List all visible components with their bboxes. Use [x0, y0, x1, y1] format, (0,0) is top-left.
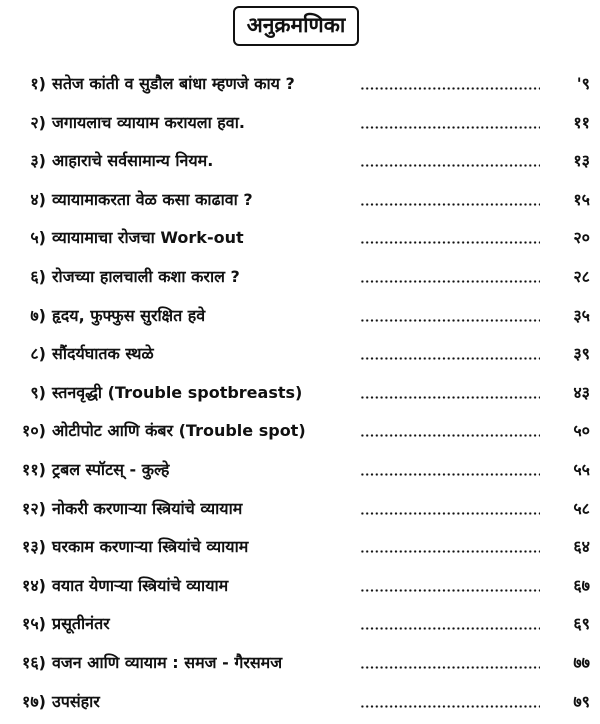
entry-page-number: २८: [546, 265, 590, 287]
entry-title: वयात येणाऱ्या स्त्रियांचे व्यायाम: [52, 574, 228, 596]
entry-number: ७): [8, 304, 46, 326]
entry-page-number: ५०: [546, 419, 590, 441]
dot-leader: [360, 550, 540, 553]
entry-title: उपसंहार: [52, 690, 100, 712]
toc-entry: [0, 184, 600, 223]
toc-entry: [0, 145, 600, 184]
toc-entry: [0, 107, 600, 146]
dot-leader: [360, 319, 540, 322]
entry-title: वजन आणि व्यायाम : समज - गैरसमज: [52, 651, 282, 673]
toc-entry: [0, 570, 600, 609]
entry-title: घरकाम करणाऱ्या स्त्रियांचे व्यायाम: [52, 535, 248, 557]
title-container: [0, 6, 600, 46]
toc-entry: [0, 338, 600, 377]
toc-entry: [0, 68, 600, 107]
entry-title: हृदय, फुफ्फुस सुरक्षित हवे: [52, 304, 205, 326]
entry-title: व्यायामाकरता वेळ कसा काढावा ?: [52, 188, 253, 210]
toc-entry: [0, 377, 600, 416]
dot-leader: [360, 357, 540, 360]
toc-entry: [0, 531, 600, 570]
entry-number: ५): [8, 226, 46, 248]
entry-title: प्रसूतीनंतर: [52, 612, 110, 634]
toc-entry: [0, 300, 600, 339]
entry-number: १२): [8, 497, 46, 519]
entry-title: ट्रबल स्पॉटस् - कुल्हे: [52, 458, 169, 480]
toc-entry: [0, 261, 600, 300]
entry-page-number: ११: [546, 111, 590, 133]
entry-page-number: ३९: [546, 342, 590, 364]
toc-entry: [0, 493, 600, 532]
entry-number: ११): [8, 458, 46, 480]
dot-leader: [360, 705, 540, 708]
entry-number: ४): [8, 188, 46, 210]
entry-number: १५): [8, 612, 46, 634]
entry-number: १३): [8, 535, 46, 557]
entry-page-number: ५८: [546, 497, 590, 519]
dot-leader: [360, 627, 540, 630]
dot-leader: [360, 666, 540, 669]
toc-entry: [0, 647, 600, 686]
entry-number: ८): [8, 342, 46, 364]
toc-entry: [0, 686, 600, 724]
entry-title: सतेज कांती व सुडौल बांधा म्हणजे काय ?: [52, 72, 295, 94]
entry-page-number: १३: [546, 149, 590, 171]
dot-leader: [360, 473, 540, 476]
entry-title: ओटीपोट आणि कंबर (Trouble spot): [52, 419, 306, 441]
dot-leader: [360, 512, 540, 515]
entry-page-number: ६९: [546, 612, 590, 634]
page-title: अनुक्रमणिका: [233, 6, 360, 46]
entry-page-number: ५५: [546, 458, 590, 480]
entry-title: स्तनवृद्धी (Trouble spotbreasts): [52, 381, 302, 403]
dot-leader: [360, 396, 540, 399]
entry-number: १७): [8, 690, 46, 712]
entry-title: नोकरी करणाऱ्या स्त्रियांचे व्यायाम: [52, 497, 242, 519]
dot-leader: [360, 241, 540, 244]
entry-number: ३): [8, 149, 46, 171]
entry-number: २): [8, 111, 46, 133]
entry-number: १४): [8, 574, 46, 596]
toc-entry: [0, 222, 600, 261]
entry-title: सौंदर्यघातक स्थळे: [52, 342, 154, 364]
entry-title: रोजच्या हालचाली कशा कराल ?: [52, 265, 240, 287]
toc-entry: [0, 415, 600, 454]
dot-leader: [360, 164, 540, 167]
entry-title: व्यायामाचा रोजचा Work-out: [52, 226, 244, 248]
dot-leader: [360, 126, 540, 129]
dot-leader: [360, 589, 540, 592]
dot-leader: [360, 280, 540, 283]
entry-number: ६): [8, 265, 46, 287]
toc-entry: [0, 608, 600, 647]
entry-page-number: ३५: [546, 304, 590, 326]
entry-page-number: ७७: [546, 651, 590, 673]
entry-page-number: '९: [546, 72, 590, 94]
entry-number: १०): [8, 419, 46, 441]
entry-number: १): [8, 72, 46, 94]
dot-leader: [360, 87, 540, 90]
entry-page-number: ६७: [546, 574, 590, 596]
entry-page-number: २०: [546, 226, 590, 248]
entry-page-number: ७९: [546, 690, 590, 712]
table-of-contents: [0, 68, 600, 724]
entry-number: १६): [8, 651, 46, 673]
toc-entry: [0, 454, 600, 493]
entry-title: आहाराचे सर्वसामान्य नियम.: [52, 149, 213, 171]
entry-page-number: ६४: [546, 535, 590, 557]
dot-leader: [360, 203, 540, 206]
entry-page-number: ४३: [546, 381, 590, 403]
dot-leader: [360, 434, 540, 437]
entry-page-number: १५: [546, 188, 590, 210]
entry-number: ९): [8, 381, 46, 403]
entry-title: जगायलाच व्यायाम करायला हवा.: [52, 111, 245, 133]
